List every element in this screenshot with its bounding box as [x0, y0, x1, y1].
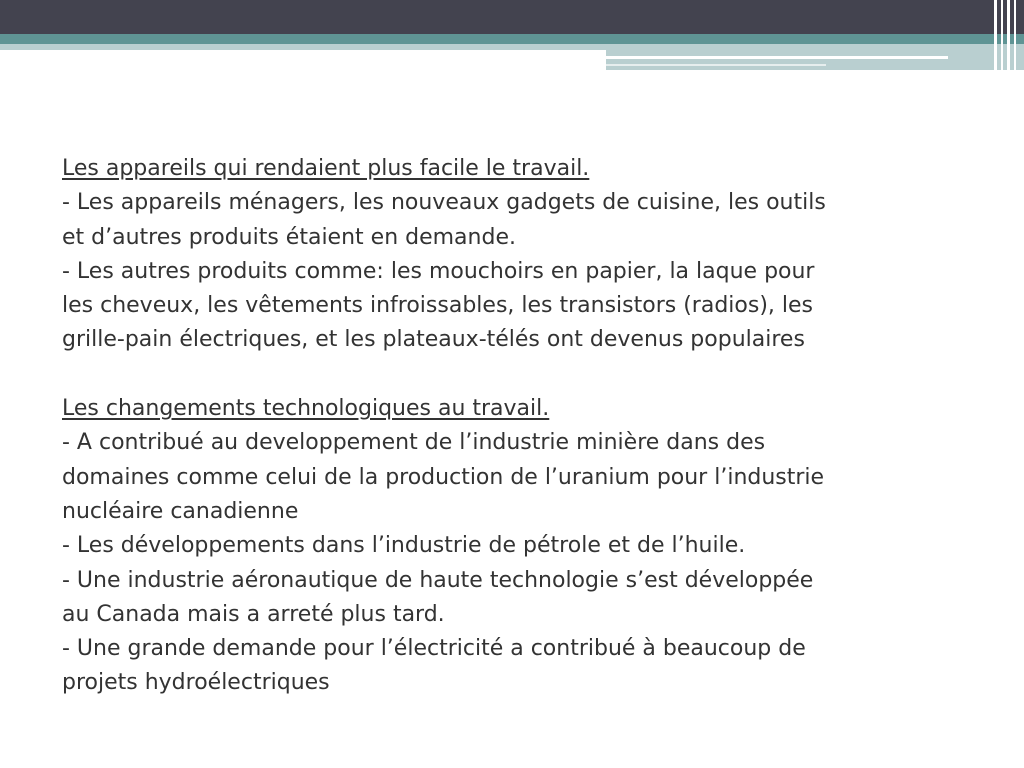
body-line: domaines comme celui de la production de l’uranium pour l’industrie: [62, 464, 825, 490]
body-line: - Les autres produits comme: les mouchoirs en papier, la laque pour: [62, 258, 815, 284]
body-line: nucléaire canadienne: [62, 498, 299, 524]
header-stripes: [992, 0, 1024, 70]
body-line: projets hydroélectriques: [62, 670, 330, 696]
body-line: - A contribué au developpement de l’industrie minière dans des: [62, 430, 766, 456]
header-stripe: [994, 0, 997, 70]
section-heading-technology: Les changements technologiques au travail.: [62, 396, 550, 422]
body-line: - Les appareils ménagers, les nouveaux gadgets de cuisine, les outils: [62, 190, 826, 216]
header-stripe: [1007, 0, 1010, 70]
section-spacer: [62, 358, 962, 392]
slide-body: [62, 152, 962, 701]
section-heading-appliances: Les appareils qui rendaient plus facile le travail.: [62, 156, 590, 181]
header-banner-accent: [606, 50, 1024, 70]
header-banner-line-secondary: [606, 64, 826, 66]
body-line: - Une industrie aéronautique de haute technologie s’est développée: [62, 567, 814, 593]
body-line: grille-pain électriques, et les plateaux-télés ont devenus populaires: [62, 327, 805, 353]
header-banner-dark: [0, 0, 1024, 34]
header-banner-line: [606, 56, 948, 59]
header-banner-teal: [0, 34, 1024, 44]
header-stripe: [1001, 0, 1003, 70]
body-line: les cheveux, les vêtements infroissables, les transistors (radios), les: [62, 293, 813, 319]
header-stripe: [1014, 0, 1016, 70]
body-line: - Une grande demande pour l’électricité a contribué à beaucoup de: [62, 636, 806, 662]
body-line: - Les développements dans l’industrie de pétrole et de l’huile.: [62, 533, 746, 559]
body-line: au Canada mais a arreté plus tard.: [62, 601, 445, 627]
body-line: et d’autres produits étaient en demande.: [62, 224, 516, 250]
